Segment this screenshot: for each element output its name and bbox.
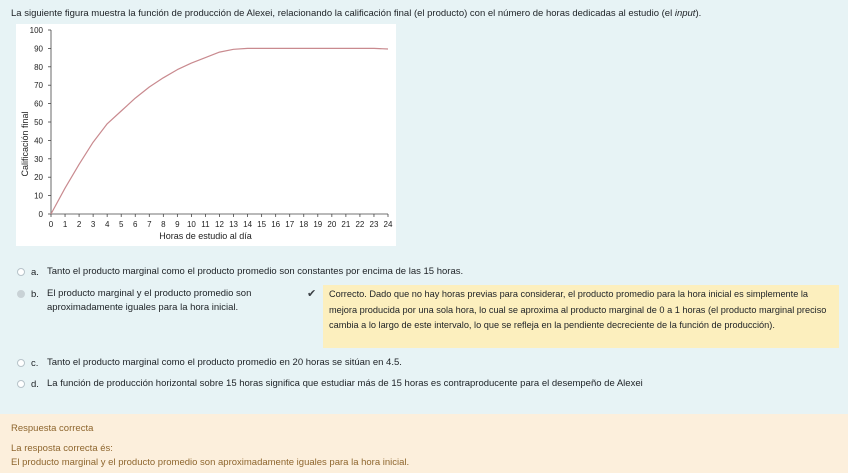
correct-answer-label: La resposta correcta és:: [11, 443, 113, 454]
option-a-letter: a.: [31, 267, 39, 278]
question-text: La siguiente figura muestra la función de producción de Alexei, relacionando la calificación final (el producto) con el número de horas dedicadas al estudio (el input).: [11, 8, 702, 19]
x-tick-label: 9: [175, 220, 180, 229]
feedback-text: Correcto. Dado que no hay horas previas para considerar, el producto promedio para la hora inicial es simplemente la mejora producida por una sola hora, lo cual se aproxima al producto marginal de 0 a 1 horas (el producto marginal preciso cambia a lo largo de este intervalo, lo que se refleja en la pendiente decreciente de la función de producción).: [329, 289, 827, 331]
x-tick-label: 13: [229, 220, 238, 229]
x-tick-label: 18: [299, 220, 309, 229]
correct-answer-text: El producto marginal y el producto promedio son aproximadamente iguales para la hora inicial.: [11, 457, 410, 468]
y-tick-label: 90: [34, 44, 43, 54]
x-tick-label: 14: [243, 220, 253, 229]
x-tick-label: 19: [313, 220, 323, 229]
option-a-text[interactable]: Tanto el producto marginal como el producto promedio son constantes por encima de las 15 horas.: [47, 266, 464, 277]
option-c-radio[interactable]: [17, 359, 25, 367]
option-c-letter: c.: [31, 358, 39, 369]
chart-svg: [16, 24, 396, 246]
y-tick-label: 30: [34, 154, 43, 164]
x-tick-label: 7: [147, 220, 152, 229]
x-tick-label: 21: [341, 220, 351, 229]
x-axis-label: Horas de estudio al día: [159, 231, 252, 241]
option-d-text[interactable]: La función de producción horizontal sobre 15 horas significa que estudiar más de 15 horas es contraproducente para el desempeño de Alexei: [47, 378, 643, 389]
x-tick-label: 20: [327, 220, 337, 229]
production-function-chart: [16, 24, 396, 246]
y-tick-label: 80: [34, 62, 43, 72]
check-icon: ✔: [307, 288, 317, 300]
y-tick-label: 0: [38, 210, 43, 219]
x-tick-label: 15: [257, 220, 267, 229]
option-b-radio[interactable]: [17, 290, 25, 298]
y-tick-label: 40: [34, 136, 43, 146]
option-b-letter: b.: [31, 289, 39, 300]
x-tick-label: 10: [186, 220, 196, 229]
x-tick-label: 8: [161, 220, 166, 229]
y-tick-label: 20: [34, 173, 43, 183]
x-tick-label: 22: [355, 220, 365, 229]
x-tick-label: 16: [271, 220, 281, 229]
y-tick-label: 100: [29, 26, 43, 35]
production-curve: [51, 48, 388, 214]
x-tick-label: 24: [383, 220, 393, 229]
x-tick-label: 2: [76, 220, 82, 229]
y-tick-label: 70: [34, 81, 43, 91]
y-tick-label: 10: [34, 191, 43, 201]
x-tick-label: 3: [90, 220, 96, 229]
feedback-box: [323, 285, 839, 348]
option-a-radio[interactable]: [17, 268, 25, 276]
x-tick-label: 12: [215, 220, 224, 229]
x-tick-label: 4: [104, 220, 110, 229]
option-c-text[interactable]: Tanto el producto marginal como el producto promedio en 20 horas se sitúan en 4.5.: [47, 357, 402, 368]
y-tick-label: 60: [34, 99, 43, 109]
x-tick-label: 23: [369, 220, 379, 229]
x-tick-label: 0: [48, 220, 54, 229]
x-tick-label: 17: [285, 220, 295, 229]
option-b-text[interactable]: El producto marginal y el producto promedio son aproximadamente iguales para la hora inicial.: [47, 288, 252, 313]
x-tick-label: 1: [62, 220, 68, 229]
x-tick-label: 5: [118, 220, 124, 229]
outcome-panel: [0, 414, 848, 473]
y-axis-label: Calificación final: [20, 111, 30, 177]
x-tick-label: 11: [201, 220, 210, 229]
option-d-radio[interactable]: [17, 380, 25, 388]
option-d-letter: d.: [31, 379, 39, 390]
y-tick-label: 50: [34, 118, 43, 127]
outcome-status: Respuesta correcta: [11, 423, 94, 434]
x-tick-label: 6: [133, 220, 138, 229]
